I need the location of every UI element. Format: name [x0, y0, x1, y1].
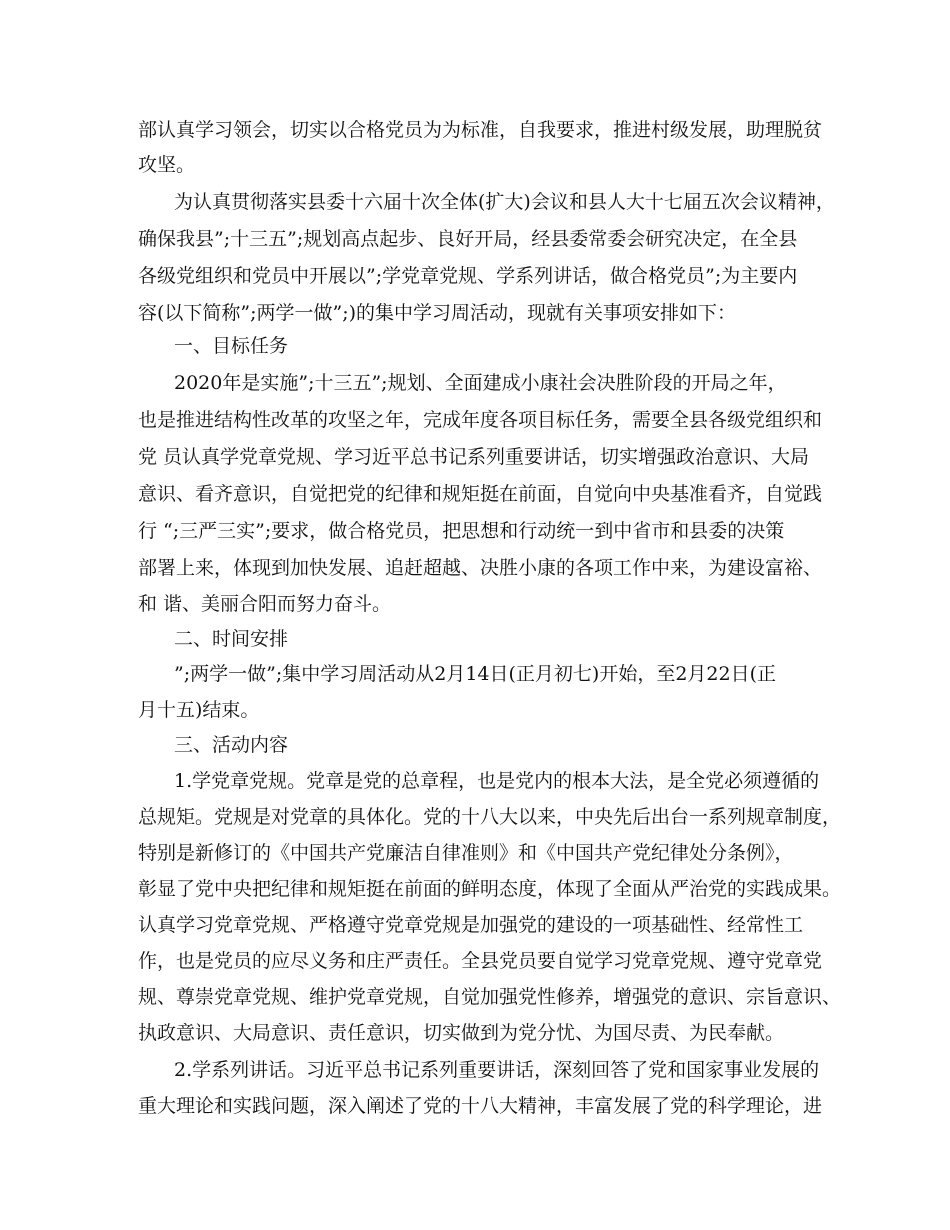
text-line: 确保我县”;十三五”;规划高点起步、良好开局，经县委常委会研究决定，在全县: [138, 228, 798, 250]
text-line: 执政意识、大局意识、责任意识，切实做到为党分忧、为国尽责、为民奉献。: [138, 1022, 785, 1044]
text-line: 意识、看齐意识，自觉把党的纪律和规矩挺在前面，自觉向中央基准看齐，自觉践: [138, 483, 823, 505]
text-line: 特别是新修订的《中国共产党廉洁自律准则》和《中国共产党纪律处分条例》，: [138, 842, 794, 864]
text-line: 月十五)结束。: [138, 699, 260, 721]
text-line: 规、尊崇党章党规、维护党章党规，自觉加强党性修养，增强党的意识、宗旨意识、: [138, 986, 842, 1008]
section-heading: 一、目标任务: [174, 335, 289, 357]
section-heading: 二、时间安排: [174, 628, 289, 650]
text-line: 行 “;三严三实”;要求，做合格党员，把思想和行动统一到中省市和县委的决策: [138, 520, 785, 542]
text-line: 重大理论和实践问题，深入阐述了党的十八大精神，丰富发展了党的科学理论，进: [138, 1095, 823, 1117]
text-line: 部署上来，体现到加快发展、追赶超越、决胜小康的各项工作中来，为建设富裕、: [138, 557, 823, 579]
text-line: 部认真学习领会，切实以合格党员为为标准，自我要求，推进村级发展，助理脱贫: [138, 119, 823, 141]
text-line: 认真学习党章党规、严格遵守党章党规是加强党的建设的一项基础性、经常性工: [138, 914, 804, 936]
text-line: 各级党组织和党员中开展以”;学党章党规、学系列讲话，做合格党员”;为主要内: [138, 265, 798, 287]
text-line: 攻坚。: [138, 154, 196, 176]
text-line: 总规矩。党规是对党章的具体化。党的十八大以来，中央先后出台一系列规章制度，: [138, 806, 842, 828]
text-line: 也是推进结构性改革的攻坚之年，完成年度各项目标任务，需要全县各级党组织和: [138, 409, 823, 431]
text-line: 作，也是党员的应尽义务和庄严责任。全县党员要自觉学习党章党规、遵守党章党: [138, 950, 823, 972]
section-heading: 三、活动内容: [174, 734, 289, 756]
text-line: 和 谐、美丽合阳而努力奋斗。: [138, 593, 392, 615]
paragraph-first-line: 为认真贯彻落实县委十六届十次全体(扩大)会议和县人大十七届五次会议精神，: [174, 191, 835, 213]
paragraph-first-line: 2020年是实施”;十三五”;规划、全面建成小康社会决胜阶段的开局之年，: [174, 372, 787, 394]
paragraph-first-line: ”;两学一做”;集中学习周活动从2月14日(正月初七)开始，至2月22日(正: [174, 663, 776, 685]
paragraph-first-line: 1.学党章党规。党章是党的总章程，也是党内的根本大法，是全党必须遵循的: [174, 770, 820, 792]
text-line: 党 员认真学党章党规、学习近平总书记系列重要讲话，切实增强政治意识、大局: [138, 446, 810, 468]
text-line: 容(以下简称”;两学一做”;)的集中学习周活动，现就有关事项安排如下：: [138, 302, 737, 324]
paragraph-first-line: 2.学系列讲话。习近平总书记系列重要讲话，深刻回答了党和国家事业发展的: [174, 1059, 820, 1081]
text-line: 彰显了党中央把纪律和规矩挺在前面的鲜明态度，体现了全面从严治党的实践成果。: [138, 878, 842, 900]
